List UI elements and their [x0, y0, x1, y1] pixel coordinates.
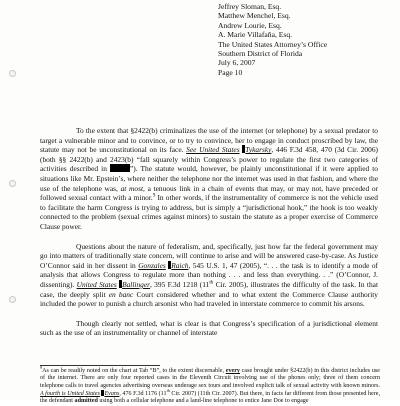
footnote-ref: 9: [152, 192, 156, 199]
letter-body: [40, 126, 378, 338]
paragraph-3: Though clearly not settled, what is clear is that Congress’s specification of a jurisdictional element such as the use of an instrumentality or channel of interstate: [40, 318, 378, 338]
header-date: July 6, 2007: [218, 58, 256, 68]
header-line: Matthew Menchel, Esq.: [218, 11, 291, 21]
case-citation: Ballinger: [122, 279, 150, 289]
binder-hole: [9, 296, 16, 303]
case-citation: Evans: [104, 390, 120, 397]
case-citation: See United States: [186, 145, 240, 155]
case-citation: Tykarsky: [245, 145, 272, 155]
page-number: Page 10: [218, 67, 243, 77]
binder-hole: [9, 180, 16, 187]
footnote-divider: [40, 365, 160, 366]
case-citation: Raich: [171, 260, 189, 270]
header-line: Jeffrey Sloman, Esq.: [218, 2, 282, 11]
footnote-9: $^9$As can be readily noted on the chart at Tab “B”, to the extent discernable, every case brought under §2422(b) in this district includes use of the internet. There are only four reported cases in the Eleventh Circuit involving use of the phones only; three of them concern telephone calls to travel agencies advertising overseas underage sex tours and involved explicit talk of sexual activity with known minors. A fourth is United States Evans, 476 F.3d 1176 (11th Cir. 2007) (11th Cir. 2007). But there, in facts far different from those presented here, the defendant admitted using both a cellular telephone and a land-line telephone to entice Jane Doe to engage: [40, 365, 381, 405]
binder-hole: [9, 70, 16, 77]
header-line: Southern District of Florida: [218, 49, 303, 59]
paragraph-2: Questions about the nature of federalism, and, specifically, just how far the federal government may go into matters of traditionally state concern, will continue to arise and will be answered case-by-case. As Justice O’Connor said in her dissent in Gonzales Raich, 545 U.S. 1, 47 (2005), “. . . the task is to identify a mode of analysis that allows Congress to regulate more than nothing . . . and less than everything. . .” (O’Connor, J. dissenting). United States Ballinger, 395 F.3d 1218 (11th Cir. 2005), illustrates the difficulty of the task. In that case, the deeply split en banc Court considered whether and to what extent the Commerce Clause authority included the power to punish a church arsonist who had traveled in interstate commerce to commit his arsons.: [40, 241, 378, 309]
case-citation: United States: [76, 279, 117, 289]
redaction-bar: [110, 164, 130, 172]
case-citation: Gonzales: [138, 260, 166, 270]
paragraph-1: To the extent that §2422(b) criminalizes the use of the internet (or telephone) by a sexual predator to target a vulnerable minor and to convince, or to try to convince, her to engage in conduct proscribed by law, the statute may not be unconstitutional on its face. See United States Tykarsky, 446 F.3d 458, 470 (3d Cir. 2006) (both §§ 2422(b) and 2423(b) “fall squarely within Congress’s power to regulate the first two categories of activities described in ”). The statute would, however, be plainly unconstitutional if it were applied to situations like Mr. Epstein’s, where neither the telephone nor the internet was used in that fashion, and where the use of the telephone was, at most, a tenuous link in a chain of events that may, or may not, have preceded or followed sexual contact with a minor.$^9$ In other words, if the instrumentality of commerce is not the vehicle used to facilitate the harm Congress is trying to address, but is simply a “jurisdictional hook,” the hook is too weakly connected to the problem (sexual crimes against minors) to sustain the statute as a proper exercise of Commerce Clause power.: [40, 126, 379, 231]
header-line: Andrew Lourie, Esq.: [218, 20, 282, 30]
letter-header: [218, 2, 398, 77]
header-line: The United States Attorney’s Office: [218, 39, 328, 49]
case-citation: A fourth is United States: [40, 390, 100, 397]
footnote-number: 9: [40, 365, 43, 370]
header-line: A. Marie Villafaña, Esq.: [218, 30, 293, 40]
